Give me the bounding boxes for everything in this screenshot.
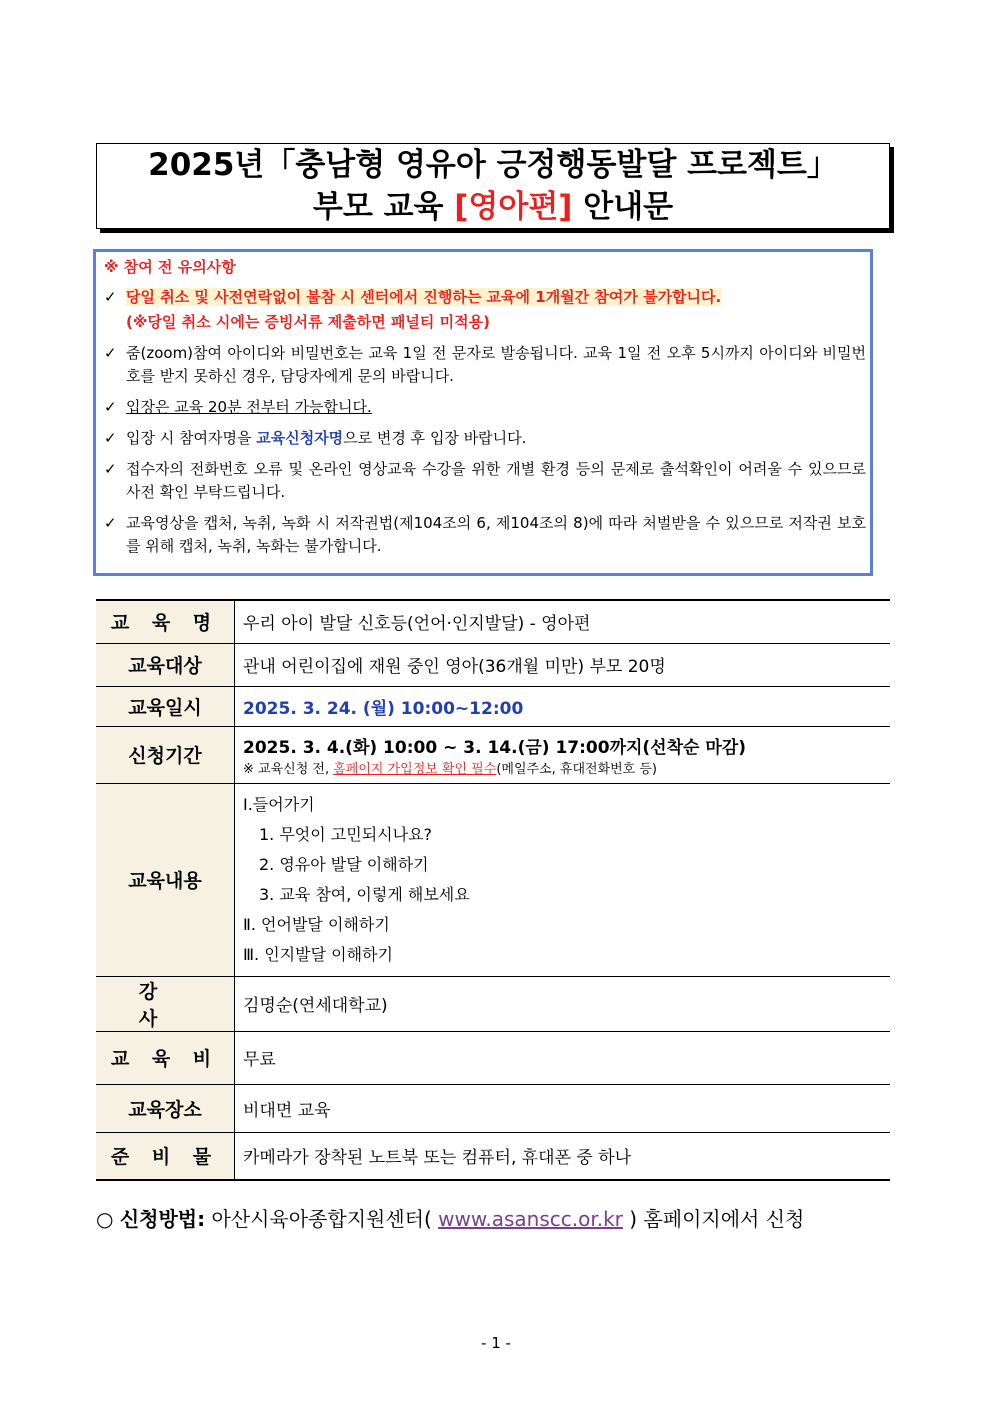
apply-pre: 아산시육아종합지원센터( (205, 1207, 439, 1231)
target-label: 교육대상 (96, 643, 235, 686)
table-row (96, 976, 890, 1031)
period-note (243, 758, 882, 777)
notice-item-3-text: 입장은 교육 20분 전부터 가능합니다. (126, 398, 372, 416)
period-note-pre: ※ 교육신청 전, (243, 761, 334, 777)
table-row (96, 1084, 890, 1132)
check-icon: ✓ (104, 288, 117, 306)
title-line-2-pre: 부모 교육 (312, 189, 455, 225)
table-row (96, 783, 890, 976)
content-line: Ⅰ.들어가기 (243, 794, 315, 814)
period-note-post: (메일주소, 휴대전화번호 등) (496, 761, 657, 777)
content-line: Ⅲ. 인지발달 이해하기 (243, 944, 393, 964)
notice-item-6-text: 교육영상을 캡처, 녹취, 녹화 시 저작권법(제104조의 6, 제104조의 8)에 따라 처벌받을 수 있으므로 저작권 보호를 위해 캡처, 녹취, 녹화는 불가합니다. (126, 514, 866, 555)
notice-item-4 (104, 427, 866, 450)
document-title (96, 143, 890, 229)
target-value: 관내 어린이집에 재원 중인 영아(36개월 미만) 부모 20명 (235, 643, 891, 686)
content-line: Ⅱ. 언어발달 이해하기 (243, 914, 390, 934)
table-row (96, 643, 890, 686)
check-icon: ✓ (104, 514, 117, 532)
notice-item-4-pre: 입장 시 참여자명을 (126, 429, 257, 447)
period-value: 2025. 3. 4.(화) 10:00 ~ 3. 14.(금) 17:00까지(선착순 마감) (243, 737, 746, 758)
title-line-2-post: 안내문 (572, 189, 674, 225)
name-value: 우리 아이 발달 신호등(언어·인지발달) - 영아편 (235, 600, 891, 643)
notice-item-4-post: 으로 변경 후 입장 바랍니다. (343, 429, 527, 447)
period-note-highlight: 홈페이지 가입정보 확인 필수 (333, 761, 497, 777)
circle-bullet-icon: ○ (96, 1207, 114, 1231)
table-row (96, 726, 890, 783)
table-row (96, 1031, 890, 1084)
notice-item-3 (104, 396, 866, 419)
lecturer-label: 강 사 (96, 976, 235, 1031)
table-row (96, 1132, 890, 1180)
notice-item-4-highlight: 교육신청자명 (256, 429, 344, 447)
table-row (96, 686, 890, 726)
period-label: 신청기간 (96, 726, 235, 783)
check-icon: ✓ (104, 344, 117, 362)
check-icon: ✓ (104, 429, 117, 447)
content-line: 3. 교육 참여, 이렇게 해보세요 (259, 884, 470, 904)
content-line: 2. 영유아 발달 이해하기 (259, 854, 429, 874)
place-value: 비대면 교육 (235, 1084, 891, 1132)
notice-item-5-text: 접수자의 전화번호 오류 및 온라인 영상교육 수강을 위한 개별 환경 등의 문제로 출석확인이 어려울 수 있으므로 사전 확인 부탁드립니다. (126, 460, 866, 501)
notice-item-2-text: 줌(zoom)참여 아이디와 비밀번호는 교육 1일 전 문자로 발송됩니다. 교육 1일 전 오후 5시까지 아이디와 비밀번호를 받지 못하신 경우, 담당자에게 문의 바랍니다. (126, 344, 866, 385)
fee-label: 교 육 비 (96, 1031, 235, 1084)
education-info-table (96, 599, 890, 1181)
apply-post: ) 홈페이지에서 신청 (622, 1207, 805, 1231)
notice-item-2 (104, 342, 866, 388)
content-label: 교육내용 (96, 783, 235, 976)
notice-heading: ※ 참여 전 유의사항 (104, 258, 236, 276)
notice-item-6 (104, 512, 866, 558)
date-value: 2025. 3. 24. (월) 10:00~12:00 (235, 686, 891, 726)
notice-box (93, 249, 873, 576)
fee-value: 무료 (235, 1031, 891, 1084)
apply-label: 신청방법: (119, 1207, 206, 1231)
prep-value: 카메라가 장착된 노트북 또는 컴퓨터, 휴대폰 중 하나 (235, 1132, 891, 1180)
content-line: 1. 무엇이 고민되시나요? (259, 824, 433, 844)
check-icon: ✓ (104, 398, 117, 416)
title-highlight: [영아편] (454, 189, 573, 225)
content-cell (235, 783, 891, 976)
check-icon: ✓ (104, 460, 117, 478)
place-label: 교육장소 (96, 1084, 235, 1132)
title-line-1: 2025년「충남형 영유아 긍정행동발달 프로젝트」 (148, 147, 838, 183)
website-link[interactable]: www.asanscc.or.kr (438, 1207, 623, 1231)
period-cell (235, 726, 891, 783)
page-number: - 1 - (481, 1334, 511, 1352)
name-label: 교 육 명 (96, 600, 235, 643)
title-line-2 (97, 186, 889, 228)
notice-item-1 (104, 286, 866, 309)
apply-method (96, 1203, 804, 1232)
notice-item-5 (104, 458, 866, 504)
date-label: 교육일시 (96, 686, 235, 726)
prep-label: 준 비 물 (96, 1132, 235, 1180)
notice-item-1-sub: (※당일 취소 시에는 증빙서류 제출하면 패널티 미적용) (126, 313, 490, 331)
lecturer-value: 김명순(연세대학교) (235, 976, 891, 1031)
table-row (96, 600, 890, 643)
notice-item-1-text: 당일 취소 및 사전연락없이 불참 시 센터에서 진행하는 교육에 1개월간 참여가 불가합니다. (126, 288, 722, 306)
